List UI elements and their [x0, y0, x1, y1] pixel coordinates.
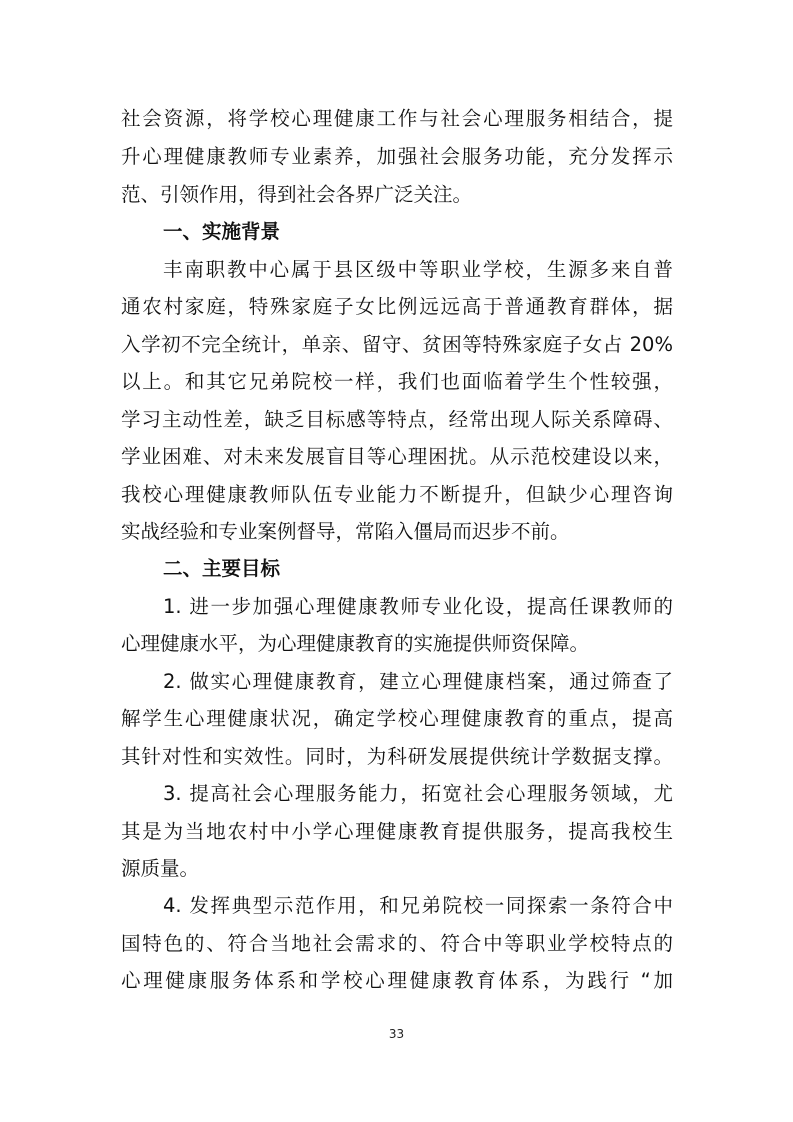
goal-item-4: 4. 发挥典型示范作用，和兄弟院校一同探索一条符合中 [163, 894, 673, 917]
body-line: 学业困难、对未来发展盲目等心理困扰。从示范校建设以来， [121, 445, 673, 468]
body-line: 实战经验和专业案例督导，常陷入僵局而迟步不前。 [121, 520, 570, 543]
body-line: 通农村家庭，特殊家庭子女比例远远高于普通教育群体，据 [121, 295, 673, 318]
body-line: 社会资源，将学校心理健康工作与社会心理服务相结合，提 [121, 107, 673, 130]
body-line: 心理健康服务体系和学校心理健康教育体系，为践行 “加 [121, 969, 673, 992]
body-line: 升心理健康教师专业素养，加强社会服务功能，充分发挥示 [121, 145, 673, 168]
section-heading-goals: 二、主要目标 [163, 557, 281, 580]
body-line: 丰南职教中心属于县区级中等职业学校，生源多来自普 [163, 258, 673, 281]
section-heading-background: 一、实施背景 [163, 220, 281, 243]
body-line: 解学生心理健康状况，确定学校心理健康教育的重点，提高 [121, 707, 673, 730]
goal-item-3: 3. 提高社会心理服务能力，拓宽社会心理服务领域，尤 [163, 782, 673, 805]
body-line: 入学初不完全统计，单亲、留守、贫困等特殊家庭子女占 20% [121, 333, 673, 356]
body-line: 源质量。 [121, 857, 200, 880]
body-line: 心理健康水平，为心理健康教育的实施提供师资保障。 [121, 632, 590, 655]
body-line: 其是为当地农村中小学心理健康教育提供服务，提高我校生 [121, 820, 673, 843]
body-line: 以上。和其它兄弟院校一样，我们也面临着学生个性较强， [121, 370, 673, 393]
body-line: 学习主动性差，缺乏目标感等特点，经常出现人际关系障碍、 [121, 408, 673, 431]
goal-item-2: 2. 做实心理健康教育，建立心理健康档案，通过筛查了 [163, 670, 673, 693]
goal-item-1: 1. 进一步加强心理健康教师专业化设，提高任课教师的 [163, 595, 673, 618]
body-line: 我校心理健康教师队伍专业能力不断提升，但缺少心理咨询 [121, 483, 673, 506]
page-number: 33 [388, 1027, 405, 1041]
body-line: 国特色的、符合当地社会需求的、符合中等职业学校特点的 [121, 932, 673, 955]
body-line: 范、引领作用，得到社会各界广泛关注。 [121, 183, 473, 206]
body-line: 其针对性和实效性。同时，为科研发展提供统计学数据支撑。 [121, 745, 673, 768]
